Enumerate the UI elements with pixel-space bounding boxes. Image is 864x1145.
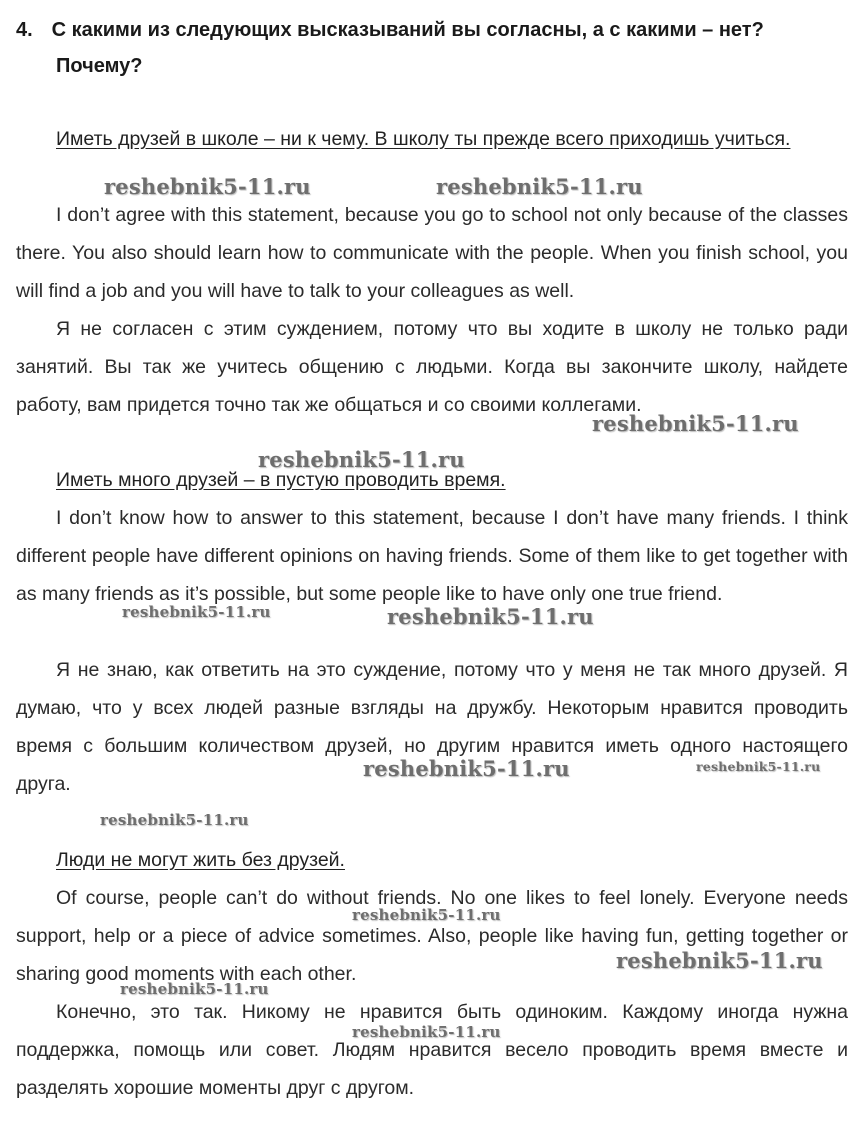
- answer-2-english: I don’t know how to answer to this statement, because I don’t have many friends. I think different people have different opinions on having friends. Some of them like to get together with as many friends as it’s possible, but some people like to have only one true friend.: [16, 507, 848, 605]
- watermark: reshebnik5-11.ru: [696, 759, 821, 774]
- answer-2-russian: Я не знаю, как ответить на это суждение, потому что у меня не так много друзей. Я думаю, что у всех людей разные взгляды на дружбу. Некоторым нравится проводить время с большим количеством друзей, но другим нравится иметь одного настоящего друга.: [16, 659, 848, 795]
- answer-3-russian: Конечно, это так. Никому не нравится быть одиноким. Каждому иногда нужна поддержка, помощь или совет. Людям нравится весело проводить время вместе и разделять хорошие моменты друг с другом.: [16, 1001, 848, 1099]
- answer-1-russian: Я не согласен с этим суждением, потому что вы ходите в школу не только ради занятий. Вы так же учитесь общению с людьми. Когда вы закончите школу, найдете работу, вам придется точно так же общаться и со своими коллегами.: [16, 318, 848, 416]
- question-number: 4.: [16, 19, 33, 41]
- statement-3: Люди не могут жить без друзей.: [56, 849, 345, 871]
- answer-3-english: Of course, people can’t do without friends. No one likes to feel lonely. Everyone needs support, help or a piece of advice sometimes. Also, people like having fun, getting together or sharing good moments with each other.: [16, 887, 848, 985]
- answer-1-english: I don’t agree with this statement, because you go to school not only because of the classes there. You also should learn how to communicate with the people. When you finish school, you will find a job and you will have to talk to your colleagues as well.: [16, 204, 848, 302]
- statement-2: Иметь много друзей – в пустую проводить время.: [56, 469, 506, 491]
- watermark: reshebnik5-11.ru: [100, 811, 249, 829]
- watermark: reshebnik5-11.ru: [258, 447, 465, 472]
- watermark: reshebnik5-11.ru: [592, 411, 799, 436]
- watermark: reshebnik5-11.ru: [436, 174, 643, 199]
- watermark: reshebnik5-11.ru: [387, 604, 594, 629]
- watermark: reshebnik5-11.ru: [363, 756, 570, 781]
- question-heading: [16, 12, 852, 84]
- watermark: reshebnik5-11.ru: [122, 603, 271, 621]
- watermark: reshebnik5-11.ru: [104, 174, 311, 199]
- watermark: reshebnik5-11.ru: [120, 980, 269, 998]
- watermark: reshebnik5-11.ru: [352, 1023, 501, 1041]
- question-text-line2: Почему?: [56, 55, 143, 77]
- watermark: reshebnik5-11.ru: [352, 906, 501, 924]
- question-text-line1: С какими из следующих высказываний вы согласны, а с какими – нет?: [51, 19, 764, 41]
- statement-1: Иметь друзей в школе – ни к чему. В школу ты прежде всего приходишь учиться.: [56, 128, 791, 150]
- watermark: reshebnik5-11.ru: [616, 948, 823, 973]
